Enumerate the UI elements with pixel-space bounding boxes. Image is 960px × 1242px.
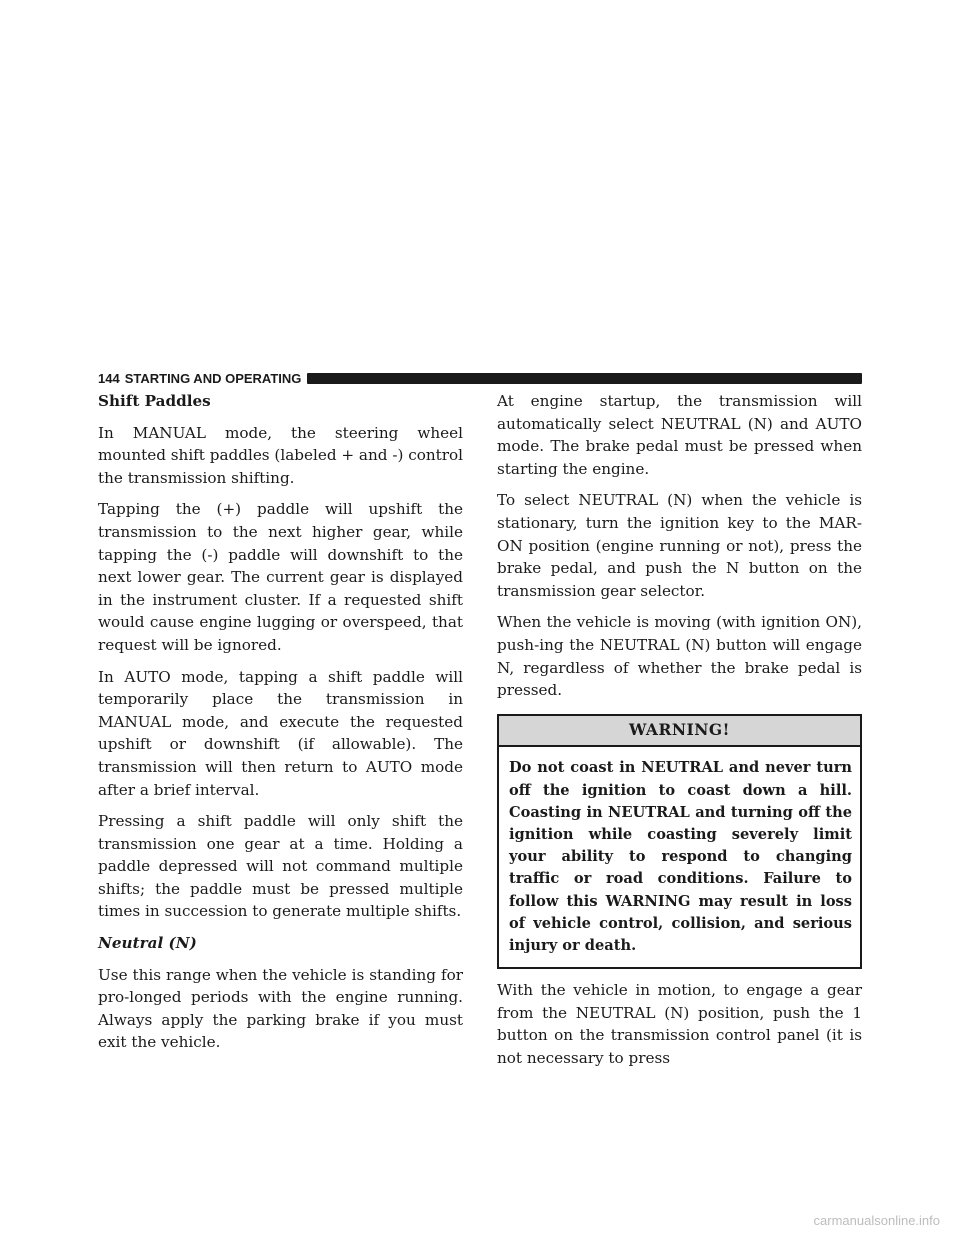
heading-shift-paddles: Shift Paddles bbox=[98, 392, 211, 410]
warning-body: Do not coast in NEUTRAL and never turn off the ignition to coast down a hill. Coasting in NEUTRAL and turning off the ignition while coasting severely limit your ability to respond to changing traffic or road conditions. Failure to follow this WARNING may result in loss of vehicle control, collision, and serious injury or death. bbox=[509, 759, 852, 954]
warning-title: WARNING! bbox=[499, 716, 860, 748]
right-column bbox=[497, 390, 862, 1079]
paragraph: Use this range when the vehicle is standing for pro-longed periods with the engine running. Always apply the parking brake if you must exit the vehicle. bbox=[98, 965, 463, 1052]
paragraph: At engine startup, the transmission will automatically select NEUTRAL (N) and AUTO mode. The brake pedal must be pressed when starting the engine. bbox=[497, 392, 862, 478]
paragraph: In MANUAL mode, the steering wheel mounted shift paddles (labeled + and -) control the transmission shifting. bbox=[98, 423, 463, 487]
paragraph: With the vehicle in motion, to engage a gear from the NEUTRAL (N) position, push the 1 button on the transmission control panel (it is not necessary to press bbox=[497, 981, 862, 1067]
watermark: carmanualsonline.info bbox=[813, 1213, 940, 1228]
section-title: STARTING AND OPERATING bbox=[124, 370, 302, 386]
page-number: 144 bbox=[98, 370, 120, 386]
paragraph: To select NEUTRAL (N) when the vehicle is stationary, turn the ignition key to the MAR-ON position (engine running or not), press the brake pedal, and push the N button on the transmission gear selector. bbox=[497, 491, 862, 600]
paragraph: When the vehicle is moving (with ignition ON), push-ing the NEUTRAL (N) button will engage N, regardless of whether the brake pedal is pressed. bbox=[497, 613, 862, 700]
paragraph: Pressing a shift paddle will only shift the transmission one gear at a time. Holding a paddle depressed will not command multiple shifts; the paddle must be pressed multiple times in succession to generate multiple shifts. bbox=[98, 812, 463, 921]
heading-neutral: Neutral (N) bbox=[98, 934, 197, 953]
left-column bbox=[98, 390, 463, 1063]
header-rule bbox=[307, 373, 862, 384]
paragraph: In AUTO mode, tapping a shift paddle will temporarily place the transmission in MANUAL mode, and execute the requested upshift or downshift (if allowable). The transmission will then return to AUTO mode after a brief interval. bbox=[98, 667, 463, 799]
paragraph: Tapping the (+) paddle will upshift the transmission to the next higher gear, while tapping the (-) paddle will downshift to the next lower gear. The current gear is displayed in the instrument cluster. If a requested shift would cause engine lugging or overspeed, that request will be ignored. bbox=[98, 500, 463, 654]
warning-box bbox=[497, 714, 862, 969]
page-header bbox=[98, 370, 862, 386]
